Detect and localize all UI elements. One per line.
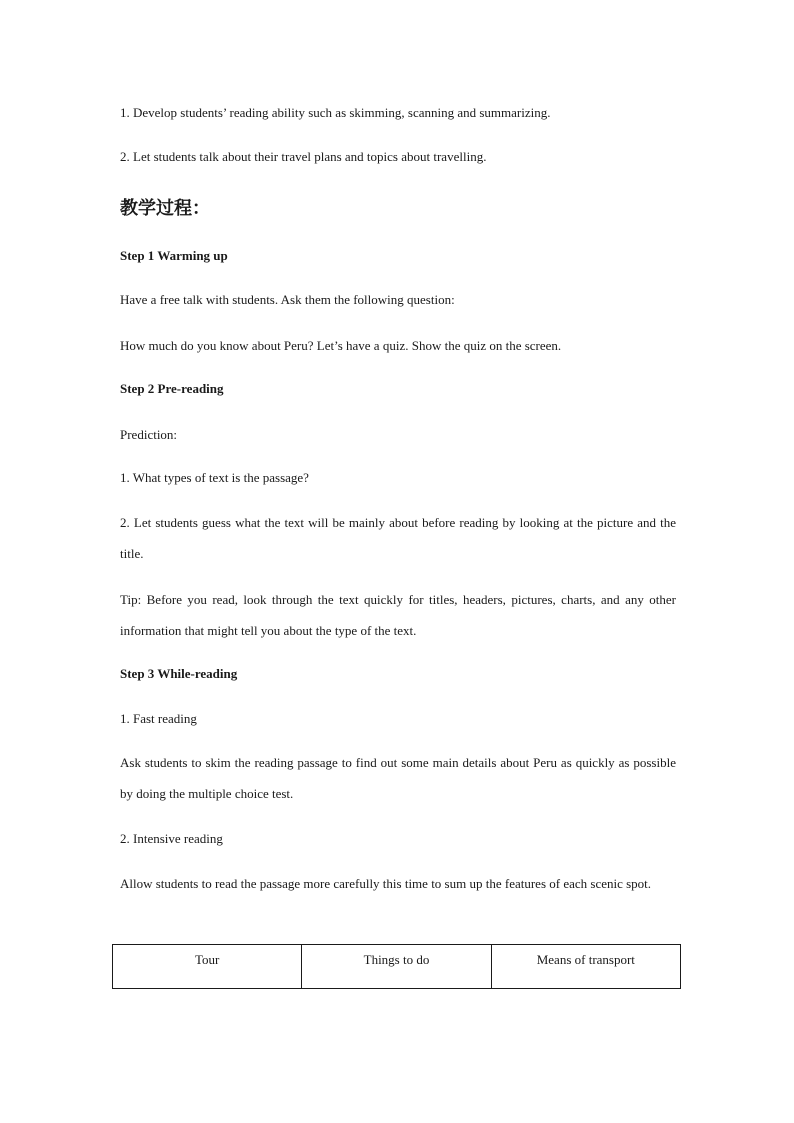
step3-title: Step 3 While-reading	[120, 666, 238, 681]
step1-paragraph-1: Have a free talk with students. Ask them the following question:	[120, 292, 455, 307]
intensive-reading-text: Allow students to read the passage more carefully this time to sum up the features of each scenic spot.	[120, 876, 652, 891]
step2-tip: Tip: Before you read, look through the text quickly for titles, headers, pictures, charts, and any other information that might tell you about the type of the text.	[120, 592, 676, 638]
table-header-tour: Tour	[113, 945, 302, 989]
table-header-things-to-do: Things to do	[302, 945, 491, 989]
intensive-reading-title: 2. Intensive reading	[120, 831, 223, 846]
teaching-process-heading: 教学过程：	[120, 198, 210, 219]
objective-2: 2. Let students talk about their travel plans and topics about travelling.	[120, 149, 487, 164]
table-header-row	[113, 945, 681, 989]
step2-title: Step 2 Pre-reading	[120, 381, 224, 396]
step2-question-1: 1. What types of text is the passage?	[120, 470, 309, 485]
step2-question-2: 2. Let students guess what the text will be mainly about before reading by looking at the picture and the title.	[120, 515, 676, 561]
table-header-means-of-transport: Means of transport	[491, 945, 680, 989]
fast-reading-title: 1. Fast reading	[120, 711, 197, 726]
scenic-spots-table	[112, 944, 681, 989]
step1-paragraph-2: How much do you know about Peru? Let’s have a quiz. Show the quiz on the screen.	[120, 338, 562, 353]
step1-title: Step 1 Warming up	[120, 248, 228, 263]
fast-reading-text: Ask students to skim the reading passage to find out some main details about Peru as quickly as possible by doing the multiple choice test.	[120, 755, 676, 801]
objective-1: 1. Develop students’ reading ability such as skimming, scanning and summarizing.	[120, 105, 551, 120]
step2-prediction-label: Prediction:	[120, 427, 178, 442]
